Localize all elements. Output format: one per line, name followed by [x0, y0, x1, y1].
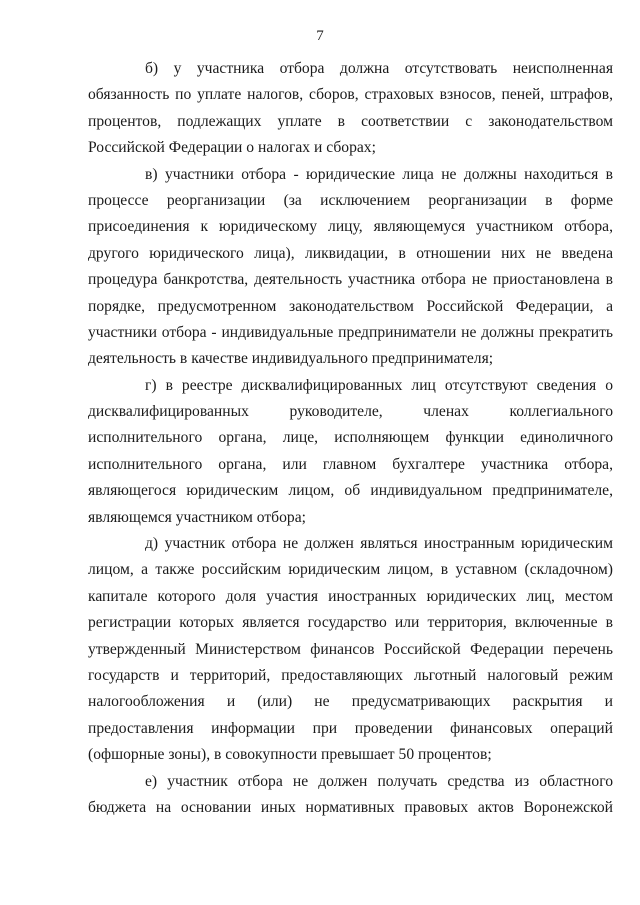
text-line: в) участники отбора - юридические лица не должны находиться в: [145, 165, 613, 183]
text-line: д) участник отбора не должен являться иностранным юридическим: [145, 535, 613, 553]
text-line: обязанность по уплате налогов, сборов, страховых взносов, пеней, штрафов,: [88, 86, 613, 104]
text-line: б) у участника отбора должна отсутствовать неисполненная: [145, 60, 613, 77]
text-line: е) участник отбора не должен получать средства из областного: [145, 772, 613, 790]
text-line: капитале которого доля участия иностранных юридических лиц, местом: [88, 587, 613, 605]
paragraph-g: [88, 373, 613, 531]
paragraph-e: [88, 769, 613, 822]
text-line: являющегося юридическим лицом, об индивидуальном предпринимателе,: [88, 482, 613, 500]
text-line: другого юридического лица), ликвидации, в отношении них не введена: [88, 244, 613, 262]
paragraph-b: [88, 56, 613, 162]
page-number: 7: [316, 28, 324, 44]
text-line: присоединения к юридическому лицу, являющемуся участником отбора,: [88, 218, 613, 236]
text-line: процентов, подлежащих уплате в соответствии с законодательством: [88, 112, 613, 130]
text-line: налогообложения и (или) не предусматривающих раскрытия и: [88, 693, 613, 711]
text-line: дисквалифицированных руководителе, членах коллегиального: [88, 403, 613, 421]
text-line: бюджета на основании иных нормативных правовых актов Воронежской: [88, 798, 613, 816]
document-body: [88, 56, 613, 821]
text-line: Российской Федерации о налогах и сборах;: [88, 139, 376, 157]
text-line: предоставления информации при проведении финансовых операций: [88, 719, 613, 737]
text-line: процедура банкротства, деятельность участника отбора не приостановлена в: [88, 271, 613, 289]
text-line: лицом, а также российским юридическим лицом, в уставном (складочном): [88, 561, 613, 579]
text-line: утвержденный Министерством финансов Российской Федерации перечень: [88, 640, 613, 658]
text-line: порядке, предусмотренном законодательством Российской Федерации, а: [88, 297, 613, 315]
text-line: являющемся участником отбора;: [88, 508, 306, 526]
text-line: деятельность в качестве индивидуального предпринимателя;: [88, 350, 494, 368]
text-line: государств и территорий, предоставляющих льготный налоговый режим: [88, 666, 613, 684]
text-line: регистрации которых является государство или территория, включенные в: [88, 614, 613, 632]
paragraph-d: [88, 531, 613, 769]
text-line: г) в реестре дисквалифицированных лиц отсутствуют сведения о: [145, 376, 613, 394]
text-line: (офшорные зоны), в совокупности превышает 50 процентов;: [88, 746, 492, 764]
text-line: исполнительного органа, лице, исполняющем функции единоличного: [88, 429, 613, 447]
text-line: исполнительного органа, или главном бухгалтере участника отбора,: [88, 455, 613, 473]
text-line: участники отбора - индивидуальные предприниматели не должны прекратить: [88, 323, 613, 341]
text-line: процессе реорганизации (за исключением реорганизации в форме: [88, 191, 613, 209]
paragraph-v: [88, 162, 613, 373]
